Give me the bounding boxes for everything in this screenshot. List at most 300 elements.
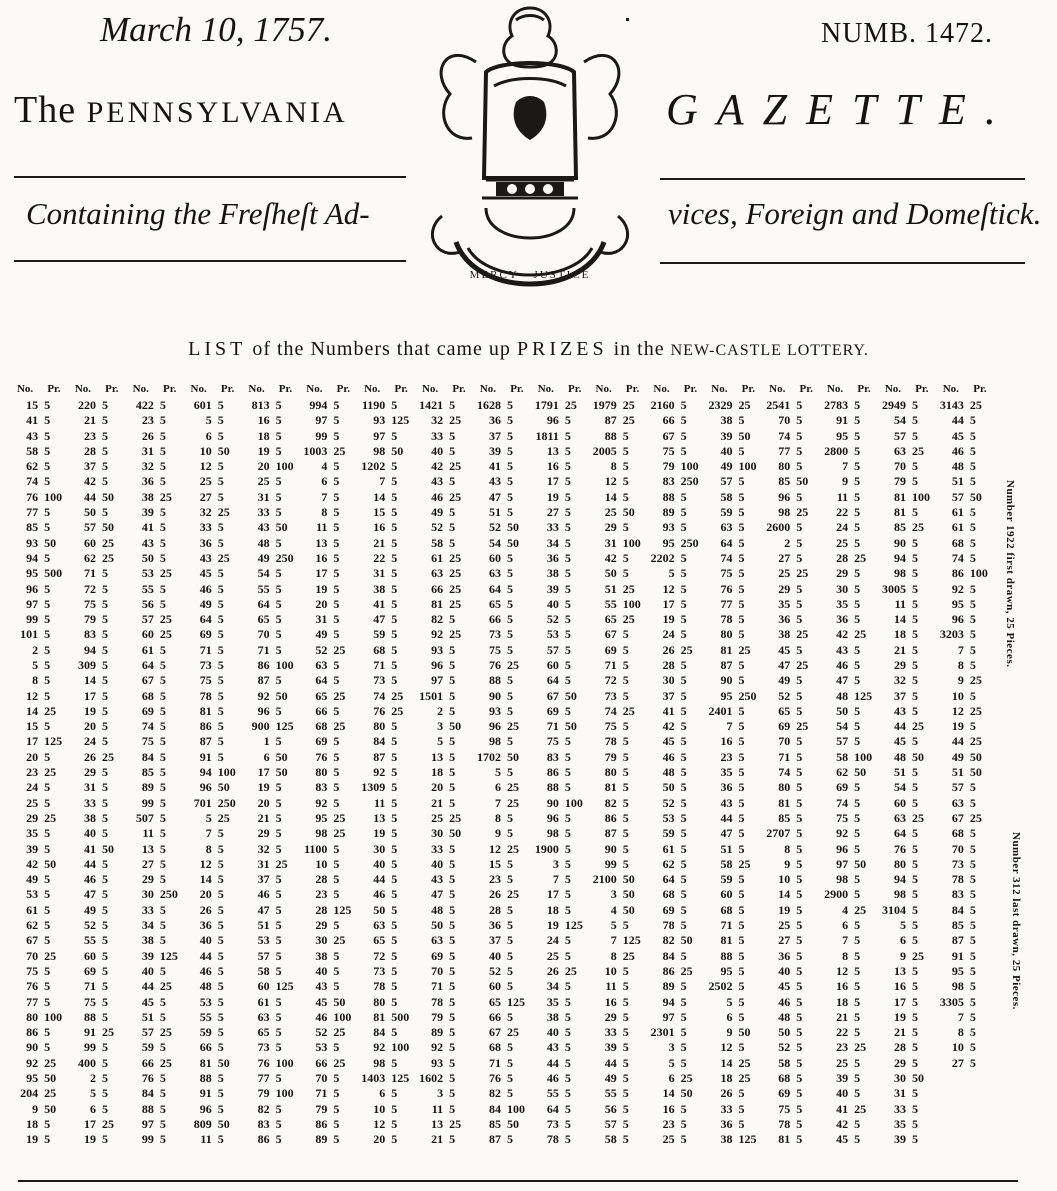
prize-amount-cell: 25 xyxy=(159,489,172,504)
ticket-number-cell: 25 xyxy=(199,474,212,489)
prize-amount-cell: 5 xyxy=(44,887,51,902)
header-number: No. xyxy=(132,383,149,396)
ticket-number-cell: 14 xyxy=(894,612,907,627)
ticket-number-cell: 64 xyxy=(894,826,907,841)
prize-amount-cell: 5 xyxy=(969,948,976,963)
prize-amount-cell: 5 xyxy=(680,841,687,856)
ticket-number-cell: 55 xyxy=(83,933,96,948)
prize-amount-cell: 5 xyxy=(564,657,571,672)
prize-amount-cell: 5 xyxy=(333,1071,340,1085)
prize-amount-cell: 5 xyxy=(275,489,282,504)
prize-amount-cell: 5 xyxy=(969,841,976,856)
prize-amount-cell: 5 xyxy=(969,474,976,489)
prize-amount-cell: 5 xyxy=(622,780,629,795)
prize-amount-cell: 5 xyxy=(159,535,166,550)
ticket-number-cell: 76 xyxy=(489,1071,501,1085)
ticket-number-cell: 10 xyxy=(373,1101,386,1116)
ticket-number-cell: 89 xyxy=(141,780,154,795)
header-prize: Pr. xyxy=(394,383,408,396)
ticket-number-cell: 26 xyxy=(83,749,96,764)
prize-amount-cell: 5 xyxy=(449,918,456,933)
prize-amount-cell: 25 xyxy=(796,505,809,520)
prize-amount-cell: 5 xyxy=(507,1055,513,1070)
prize-amount-cell: 5 xyxy=(159,657,166,672)
ticket-number-cell: 46 xyxy=(373,887,386,902)
prize-amount-cell: 5 xyxy=(854,520,861,535)
ticket-number-cell: 17 xyxy=(546,887,559,902)
ticket-number-cell: 38 xyxy=(546,1009,559,1024)
prize-amount-cell: 5 xyxy=(44,826,51,841)
ticket-number-cell: 7 xyxy=(205,826,212,841)
table-row xyxy=(8,887,992,902)
prize-amount-cell: 5 xyxy=(796,1040,803,1055)
ticket-number-cell: 8 xyxy=(784,841,791,856)
ticket-number-cell: 57 xyxy=(951,489,964,504)
ticket-number-cell: 75 xyxy=(836,810,849,825)
prize-amount-cell: 5 xyxy=(333,535,340,550)
ticket-number-cell: 44 xyxy=(373,872,386,887)
prize-amount-cell: 5 xyxy=(796,795,803,810)
prize-amount-cell: 5 xyxy=(564,703,571,718)
prize-amount-cell: 100 xyxy=(333,1009,352,1024)
prize-amount-cell: 5 xyxy=(391,535,398,550)
table-row xyxy=(8,719,992,734)
ticket-number-cell: 32 xyxy=(431,413,444,428)
prize-amount-cell: 5 xyxy=(738,979,745,994)
prize-amount-cell: 5 xyxy=(449,856,456,871)
ticket-number-cell: 68 xyxy=(951,535,964,550)
ticket-number-cell: 38 xyxy=(141,489,154,504)
ticket-number-cell: 80 xyxy=(26,1009,39,1024)
issue-number: NUMB. 1472. xyxy=(820,18,993,49)
prize-amount-cell: 5 xyxy=(507,397,513,412)
ticket-number-cell: 90 xyxy=(546,795,559,810)
ticket-number-cell: 33 xyxy=(894,1101,907,1116)
ticket-number-cell: 62 xyxy=(662,856,675,871)
ticket-number-cell: 17 xyxy=(315,566,328,581)
ticket-number-cell: 86 xyxy=(315,1116,328,1131)
ticket-number-cell: 18 xyxy=(894,627,907,642)
prize-amount-cell: 5 xyxy=(564,566,571,581)
prize-amount-cell: 5 xyxy=(449,688,456,703)
ticket-number-cell: 3 xyxy=(552,856,559,871)
ticket-number-cell: 36 xyxy=(778,948,791,963)
ticket-number-cell: 22 xyxy=(373,550,386,565)
prize-amount-cell: 5 xyxy=(564,841,571,856)
ticket-number-cell: 93 xyxy=(489,703,501,718)
ticket-number-cell: 1100 xyxy=(304,841,328,856)
ticket-number-cell: 1003 xyxy=(303,443,328,458)
prize-amount-cell: 5 xyxy=(217,688,224,703)
ticket-number-cell: 81 xyxy=(431,596,444,611)
ticket-number-cell: 96 xyxy=(778,489,791,504)
header-number: No. xyxy=(653,383,670,396)
prize-amount-cell: 5 xyxy=(159,505,166,520)
prize-amount-cell: 5 xyxy=(391,1055,398,1070)
prize-amount-cell: 50 xyxy=(217,1116,230,1131)
ticket-number-cell: 63 xyxy=(315,657,328,672)
prize-amount-cell: 5 xyxy=(507,642,513,657)
prize-amount-cell: 5 xyxy=(564,612,571,627)
ticket-number-cell: 43 xyxy=(315,979,328,994)
ticket-number-cell: 43 xyxy=(836,642,849,657)
ticket-number-cell: 19 xyxy=(315,581,328,596)
prize-amount-cell: 5 xyxy=(449,397,456,412)
ticket-number-cell: 32 xyxy=(894,673,907,688)
ticket-number-cell: 29 xyxy=(894,1055,907,1070)
ticket-number-cell: 47 xyxy=(431,887,444,902)
prize-amount-cell: 5 xyxy=(969,612,976,627)
ticket-number-cell: 61 xyxy=(257,994,270,1009)
ticket-number-cell: 68 xyxy=(951,826,964,841)
ticket-number-cell: 30 xyxy=(894,1071,907,1085)
table-row xyxy=(8,443,992,458)
prize-amount-cell: 5 xyxy=(101,673,108,688)
ticket-number-cell: 1811 xyxy=(535,428,559,443)
ticket-number-cell: 61 xyxy=(951,505,964,520)
prize-amount-cell: 5 xyxy=(680,413,687,428)
ticket-number-cell: 17 xyxy=(546,474,559,489)
prize-amount-cell: 100 xyxy=(44,489,63,504)
prize-amount-cell: 5 xyxy=(969,1055,976,1070)
ticket-number-cell: 93 xyxy=(431,642,444,657)
ticket-number-cell: 49 xyxy=(778,673,791,688)
ticket-number-cell: 83 xyxy=(257,1116,270,1131)
ticket-number-cell: 45 xyxy=(199,566,212,581)
prize-amount-cell: 5 xyxy=(275,1132,282,1147)
ticket-number-cell: 42 xyxy=(26,856,39,871)
ticket-number-cell: 82 xyxy=(604,795,617,810)
prize-amount-cell: 5 xyxy=(159,459,166,474)
prize-amount-cell: 5 xyxy=(391,841,398,856)
ticket-number-cell: 101 xyxy=(20,627,39,642)
ticket-number-cell: 8 xyxy=(610,459,617,474)
ticket-number-cell: 29 xyxy=(315,918,328,933)
list-title-lottery: NEW-CASTLE LOTTERY. xyxy=(670,342,869,359)
header-prize: Pr. xyxy=(510,383,524,396)
table-row xyxy=(8,1101,992,1116)
prize-amount-cell: 5 xyxy=(333,703,340,718)
ticket-number-cell: 69 xyxy=(836,780,849,795)
prize-amount-cell: 5 xyxy=(44,902,51,917)
prize-amount-cell: 5 xyxy=(275,918,282,933)
table-row xyxy=(8,550,992,565)
prize-amount-cell: 5 xyxy=(796,1086,803,1101)
ticket-number-cell: 44 xyxy=(951,734,964,749)
prize-amount-cell: 5 xyxy=(738,826,745,841)
prize-amount-cell: 5 xyxy=(564,596,571,611)
ticket-number-cell: 16 xyxy=(373,520,386,535)
prize-amount-cell: 5 xyxy=(854,612,861,627)
prize-amount-cell: 5 xyxy=(969,505,976,520)
prize-amount-cell: 25 xyxy=(507,795,519,810)
prize-amount-cell: 5 xyxy=(912,581,919,596)
ticket-number-cell: 62 xyxy=(836,765,849,780)
prize-amount-cell: 5 xyxy=(275,535,282,550)
prize-amount-cell: 5 xyxy=(44,795,51,810)
ticket-number-cell: 74 xyxy=(141,719,154,734)
ticket-number-cell: 8 xyxy=(610,948,617,963)
prize-amount-cell: 5 xyxy=(564,856,571,871)
prize-amount-cell: 5 xyxy=(796,688,803,703)
coat-of-arms-crest xyxy=(416,2,644,302)
footer-rule xyxy=(18,1180,1018,1182)
ticket-number-cell: 86 xyxy=(951,566,964,581)
prize-amount-cell: 5 xyxy=(912,826,919,841)
ticket-number-cell: 64 xyxy=(662,872,675,887)
header-number: No. xyxy=(479,383,497,396)
prize-amount-cell: 25 xyxy=(159,1055,172,1070)
prize-amount-cell: 125 xyxy=(738,1132,757,1147)
prize-amount-cell: 5 xyxy=(854,443,861,458)
ticket-number-cell: 70 xyxy=(257,627,270,642)
ticket-number-cell: 78 xyxy=(778,1116,791,1131)
ticket-number-cell: 38 xyxy=(720,1132,733,1147)
prize-amount-cell: 250 xyxy=(680,535,699,550)
table-row xyxy=(8,841,992,856)
ticket-number-cell: 38 xyxy=(720,413,733,428)
table-row xyxy=(8,703,992,718)
prize-amount-cell: 5 xyxy=(217,535,224,550)
ticket-number-cell: 16 xyxy=(257,413,270,428)
header-number: No. xyxy=(74,383,92,396)
prize-amount-cell: 5 xyxy=(101,856,108,871)
ticket-number-cell: 21 xyxy=(836,1009,849,1024)
ticket-number-cell: 28 xyxy=(315,902,328,917)
prize-amount-cell: 25 xyxy=(912,443,925,458)
ticket-number-cell: 1421 xyxy=(419,397,444,412)
prize-amount-cell: 5 xyxy=(622,749,629,764)
prize-amount-cell: 100 xyxy=(275,459,294,474)
ticket-number-cell: 74 xyxy=(373,688,386,703)
ticket-number-cell: 49 xyxy=(431,505,444,520)
prize-amount-cell: 5 xyxy=(969,1040,976,1055)
ticket-number-cell: 6 xyxy=(321,474,328,489)
prize-amount-cell: 5 xyxy=(854,657,861,672)
ticket-number-cell: 6 xyxy=(263,749,270,764)
ticket-number-cell: 19 xyxy=(257,780,270,795)
ticket-number-cell: 92 xyxy=(373,1040,386,1055)
ticket-number-cell: 20 xyxy=(26,749,39,764)
prize-amount-cell: 5 xyxy=(969,719,976,734)
prize-amount-cell: 5 xyxy=(680,1055,687,1070)
prize-amount-cell: 25 xyxy=(449,596,462,611)
ticket-number-cell: 27 xyxy=(199,489,212,504)
ticket-number-cell: 51 xyxy=(894,765,907,780)
prize-amount-cell: 5 xyxy=(391,505,398,520)
table-row xyxy=(8,780,992,795)
prize-amount-cell: 100 xyxy=(738,459,757,474)
prize-amount-cell: 25 xyxy=(333,443,346,458)
ticket-number-cell: 92 xyxy=(951,581,964,596)
prize-amount-cell: 5 xyxy=(44,780,51,795)
prize-amount-cell: 125 xyxy=(391,1071,410,1085)
prize-amount-cell: 5 xyxy=(391,979,398,994)
prize-amount-cell: 5 xyxy=(622,765,629,780)
prize-amount-cell: 5 xyxy=(854,780,861,795)
ticket-number-cell: 2800 xyxy=(824,443,849,458)
ticket-number-cell: 39 xyxy=(141,948,154,963)
ticket-number-cell: 204 xyxy=(20,1086,39,1101)
ticket-number-cell: 6 xyxy=(89,1101,96,1116)
prize-amount-cell: 5 xyxy=(449,780,456,795)
ticket-number-cell: 22 xyxy=(836,505,849,520)
prize-amount-cell: 125 xyxy=(507,994,525,1009)
prize-amount-cell: 50 xyxy=(275,749,288,764)
prize-amount-cell: 5 xyxy=(275,902,282,917)
prize-amount-cell: 5 xyxy=(159,780,166,795)
prize-amount-cell: 5 xyxy=(854,1116,861,1131)
ticket-number-cell: 97 xyxy=(373,428,386,443)
prize-amount-cell: 5 xyxy=(449,703,456,718)
list-title-in-the: in the xyxy=(613,338,665,360)
ticket-number-cell: 19 xyxy=(257,443,270,458)
ticket-number-cell: 12 xyxy=(951,703,964,718)
ticket-number-cell: 95 xyxy=(951,596,964,611)
prize-amount-cell: 25 xyxy=(449,566,462,581)
prize-amount-cell: 25 xyxy=(622,581,635,596)
ticket-number-cell: 50 xyxy=(778,1025,791,1040)
ticket-number-cell: 3 xyxy=(437,719,444,734)
prize-amount-cell: 5 xyxy=(854,397,861,412)
ticket-number-cell: 16 xyxy=(894,979,907,994)
ticket-number-cell: 14 xyxy=(199,872,212,887)
prize-amount-cell: 100 xyxy=(275,657,294,672)
prize-amount-cell: 5 xyxy=(854,413,861,428)
ticket-number-cell: 83 xyxy=(662,474,675,489)
ticket-number-cell: 49 xyxy=(951,749,964,764)
prize-amount-cell: 25 xyxy=(969,397,982,412)
ticket-number-cell: 59 xyxy=(141,1040,154,1055)
prize-amount-cell: 5 xyxy=(391,474,398,489)
prize-amount-cell: 5 xyxy=(969,826,976,841)
prize-amount-cell: 5 xyxy=(564,872,571,887)
prize-amount-cell: 5 xyxy=(275,780,282,795)
ticket-number-cell: 51 xyxy=(257,918,270,933)
ticket-number-cell: 40 xyxy=(836,1086,849,1101)
prize-amount-cell: 5 xyxy=(738,535,745,550)
ticket-number-cell: 1900 xyxy=(534,841,559,856)
prize-amount-cell: 5 xyxy=(738,948,745,963)
ticket-number-cell: 75 xyxy=(720,566,733,581)
prize-amount-cell: 5 xyxy=(391,810,398,825)
prize-amount-cell: 5 xyxy=(44,1132,51,1147)
ticket-number-cell: 1 xyxy=(263,734,270,749)
ticket-number-cell: 38 xyxy=(315,948,328,963)
ticket-number-cell: 92 xyxy=(431,627,444,642)
prize-amount-cell: 5 xyxy=(391,520,398,535)
prize-amount-cell xyxy=(968,1116,992,1131)
ticket-number-cell: 48 xyxy=(662,765,675,780)
prize-amount-cell: 25 xyxy=(564,397,577,412)
ticket-number-cell: 33 xyxy=(720,1101,733,1116)
tagline-left: Containing the Freſheſt Ad- xyxy=(26,196,370,231)
ticket-number-cell: 77 xyxy=(720,596,733,611)
ticket-number-cell: 1501 xyxy=(419,688,444,703)
ticket-number-cell: 99 xyxy=(604,856,617,871)
ticket-number-cell: 51 xyxy=(489,505,501,520)
ticket-number-cell: 13 xyxy=(546,443,559,458)
ticket-number-cell: 994 xyxy=(309,397,328,412)
ticket-number-cell: 90 xyxy=(489,688,501,703)
prize-amount-cell: 5 xyxy=(912,612,919,627)
prize-amount-cell: 5 xyxy=(391,826,398,841)
ticket-number-cell: 62 xyxy=(26,918,39,933)
prize-amount-cell: 5 xyxy=(796,459,803,474)
prize-amount-cell: 5 xyxy=(101,963,108,978)
prize-amount-cell: 5 xyxy=(391,872,398,887)
prize-amount-cell: 5 xyxy=(738,703,745,718)
ticket-number-cell: 63 xyxy=(489,566,501,581)
ticket-number-cell xyxy=(934,1116,968,1131)
prize-amount-cell: 5 xyxy=(391,948,398,963)
prize-numbers-table xyxy=(8,382,992,1147)
ticket-number-cell: 23 xyxy=(141,413,154,428)
ticket-number-cell: 79 xyxy=(257,1086,270,1101)
list-title-prizes: PRIZES xyxy=(516,338,608,360)
ticket-number-cell: 9 xyxy=(495,826,501,841)
prize-amount-cell: 5 xyxy=(217,1071,224,1085)
ticket-number-cell: 50 xyxy=(604,566,617,581)
prize-amount-cell: 5 xyxy=(738,841,745,856)
prize-amount-cell: 5 xyxy=(738,474,745,489)
prize-amount-cell: 5 xyxy=(44,520,51,535)
ticket-number-cell: 55 xyxy=(546,1086,559,1101)
prize-amount-cell: 5 xyxy=(564,642,571,657)
prize-amount-cell: 25 xyxy=(738,1071,751,1085)
prize-amount-cell: 25 xyxy=(449,550,462,565)
prize-amount-cell: 5 xyxy=(854,1071,861,1085)
ticket-number-cell: 36 xyxy=(546,550,559,565)
ticket-number-cell: 37 xyxy=(257,872,270,887)
ticket-number-cell: 81 xyxy=(778,795,791,810)
ticket-number-cell: 13 xyxy=(373,810,386,825)
ticket-number-cell: 91 xyxy=(836,413,849,428)
ticket-number-cell: 13 xyxy=(141,841,154,856)
prize-amount-cell: 5 xyxy=(738,1009,745,1024)
ticket-number-cell: 40 xyxy=(431,443,444,458)
ticket-number-cell: 19 xyxy=(778,902,791,917)
prize-amount-cell: 50 xyxy=(622,505,635,520)
ticket-number-cell: 14 xyxy=(26,703,39,718)
prize-amount-cell: 5 xyxy=(564,505,571,520)
prize-amount-cell: 5 xyxy=(333,856,340,871)
ticket-number-cell: 85 xyxy=(489,1116,501,1131)
ticket-number-cell: 38 xyxy=(373,581,386,596)
ticket-number-cell: 92 xyxy=(26,1055,39,1070)
prize-amount-cell: 5 xyxy=(912,642,919,657)
ticket-number-cell: 17 xyxy=(894,994,907,1009)
prize-amount-cell: 50 xyxy=(738,428,751,443)
ticket-number-cell: 91 xyxy=(83,1025,96,1040)
prize-amount-cell: 5 xyxy=(622,1132,629,1147)
ticket-number-cell: 11 xyxy=(373,795,386,810)
prize-amount-cell: 25 xyxy=(912,810,925,825)
ticket-number-cell: 63 xyxy=(431,933,444,948)
ticket-number-cell: 36 xyxy=(199,535,212,550)
ticket-number-cell: 36 xyxy=(836,612,849,627)
prize-amount-cell: 5 xyxy=(564,489,571,504)
ticket-number-cell: 400 xyxy=(77,1055,96,1070)
ticket-number-cell: 7 xyxy=(957,642,964,657)
prize-amount-cell: 5 xyxy=(391,1116,398,1131)
ticket-number-cell: 7 xyxy=(842,933,849,948)
prize-amount-cell: 5 xyxy=(622,1071,629,1085)
ticket-number-cell: 35 xyxy=(546,994,559,1009)
prize-amount-cell: 5 xyxy=(622,979,629,994)
ticket-number-cell: 71 xyxy=(199,642,212,657)
prize-amount-cell xyxy=(968,1101,992,1116)
